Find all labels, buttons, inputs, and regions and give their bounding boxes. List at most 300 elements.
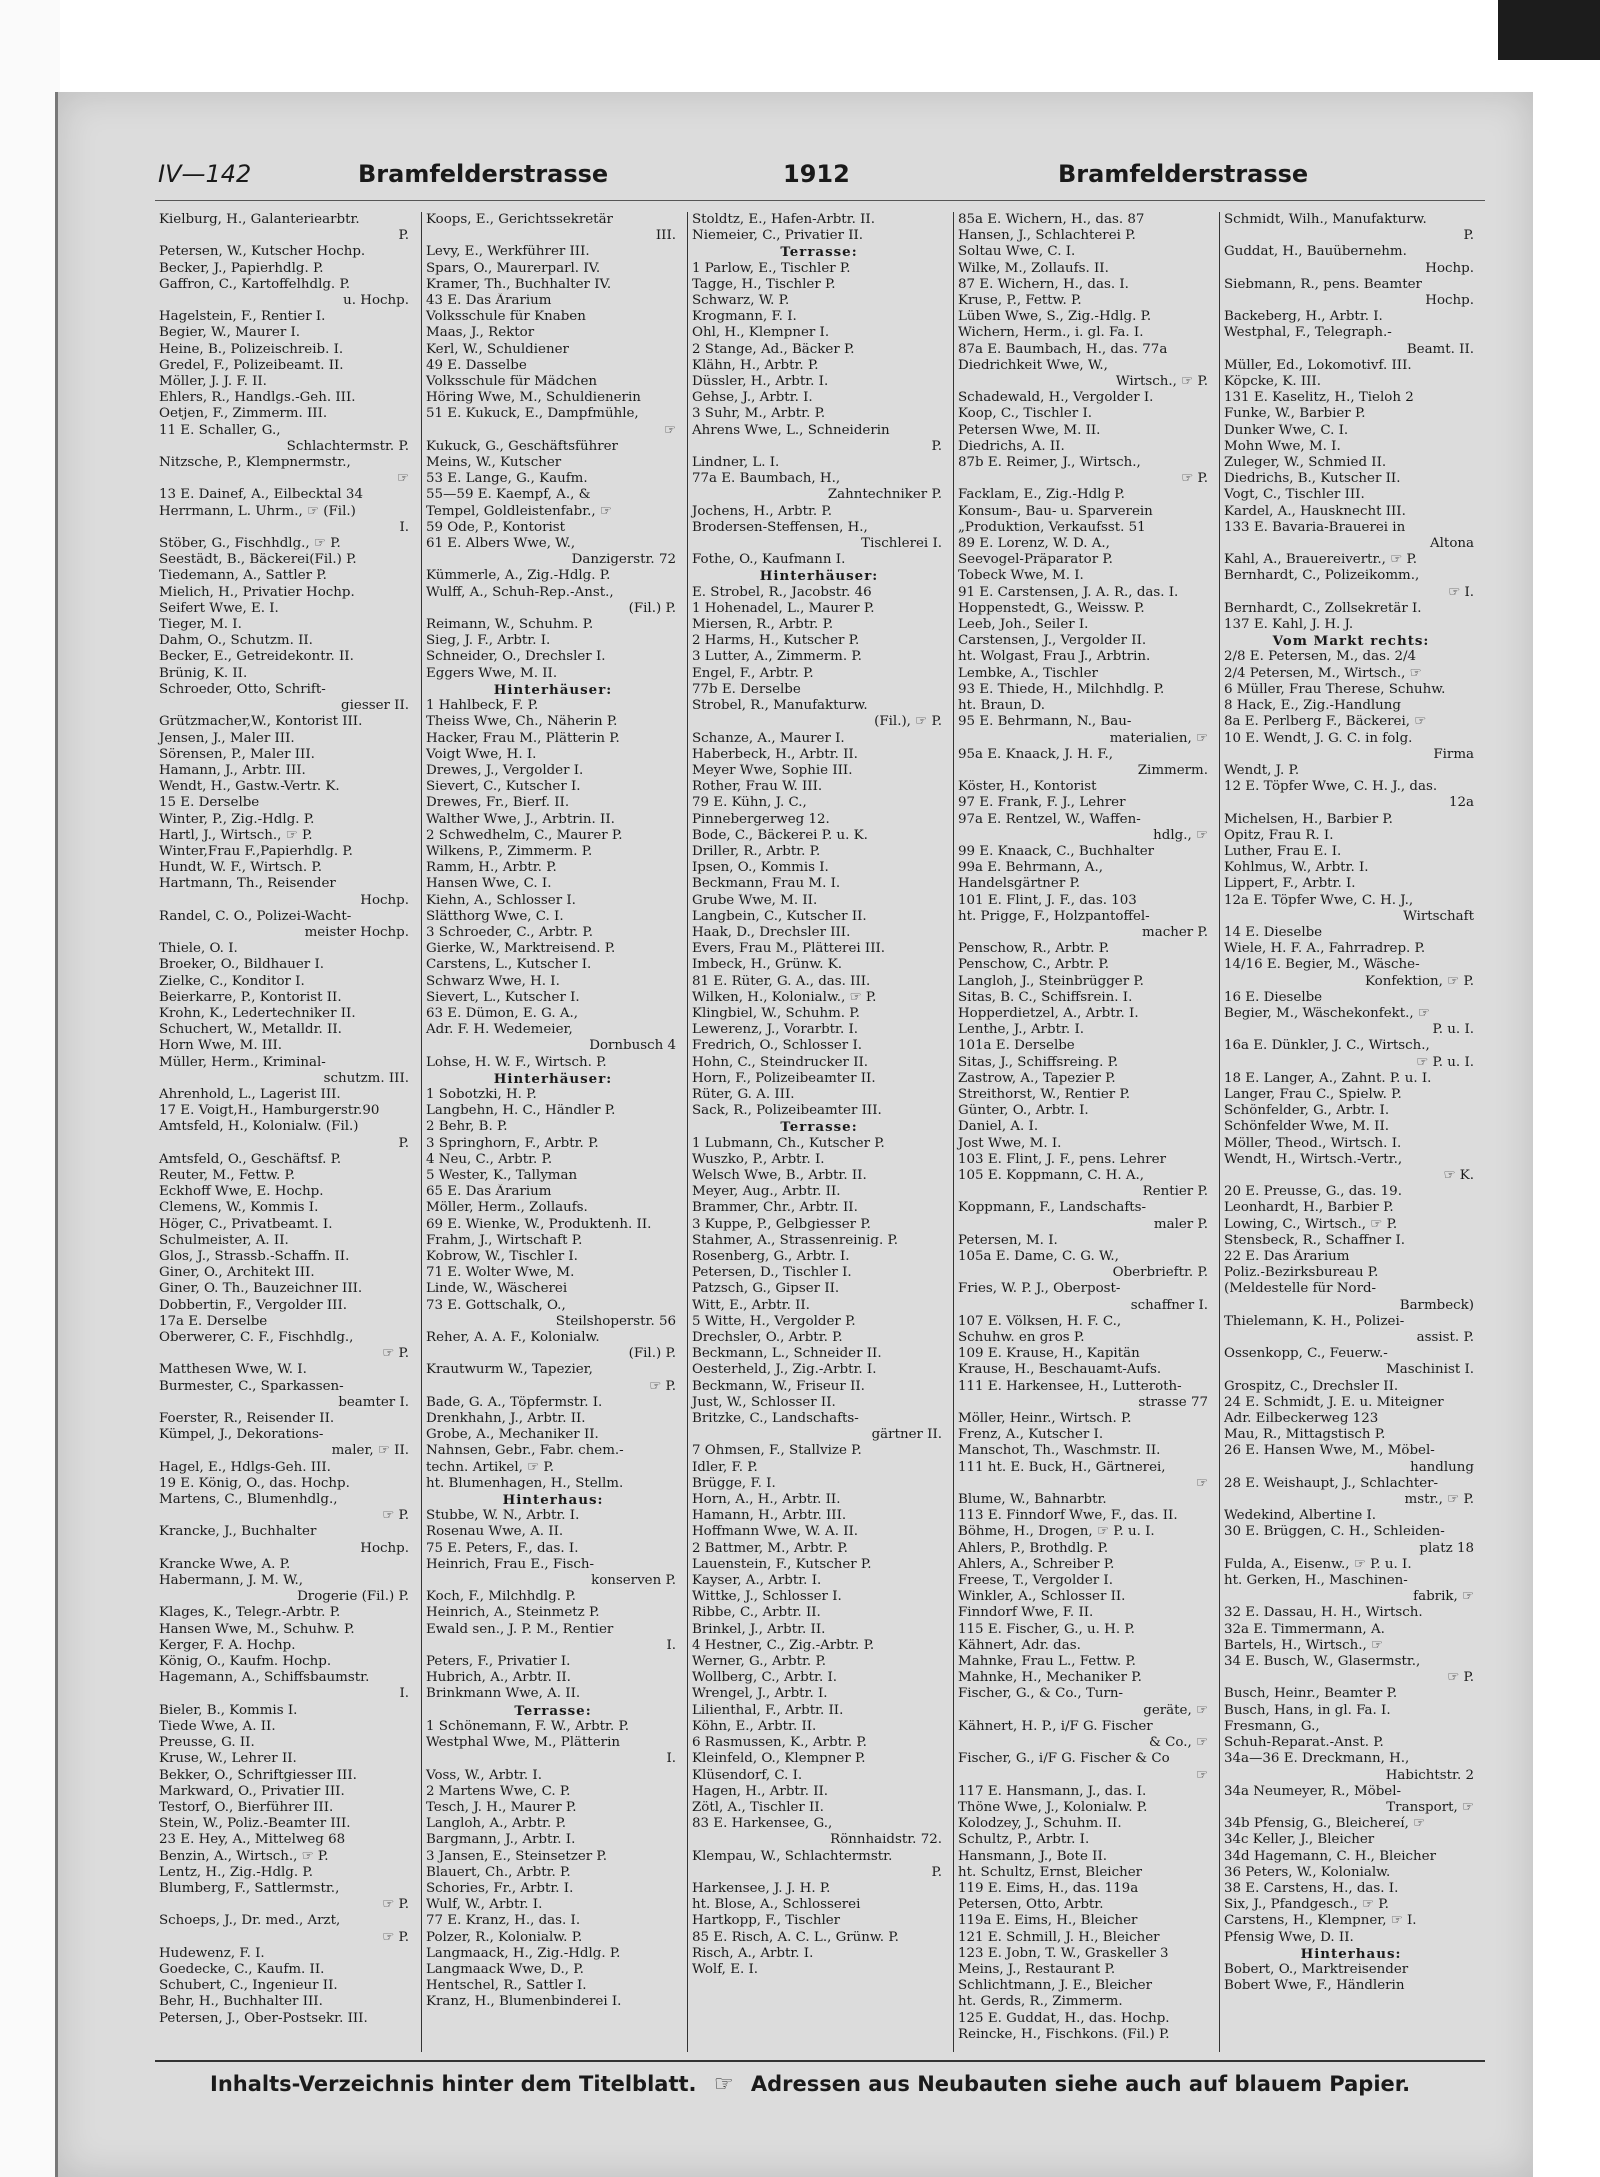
- directory-line: 28 E. Weishaupt, J., Schlachter-: [1224, 1475, 1439, 1491]
- directory-line: Sitas, B. C., Schiffsrein. I.: [958, 989, 1133, 1005]
- directory-line: Idler, F. P.: [692, 1459, 758, 1475]
- directory-line: Busch, Hans, in gl. Fa. I.: [1224, 1702, 1391, 1718]
- directory-line: 65 E. Das Ärarium: [426, 1184, 552, 1200]
- directory-line: Luther, Frau E. I.: [1224, 843, 1342, 859]
- directory-line: Evers, Frau M., Plätterei III.: [692, 941, 886, 957]
- directory-line: Michelsen, H., Barbier P.: [1224, 811, 1393, 827]
- directory-line: Brammer, Chr., Arbtr. II.: [692, 1200, 858, 1216]
- directory-line: Habichtstr. 2: [1385, 1767, 1474, 1783]
- directory-line: Westphal Wwe, M., Plätterin: [426, 1735, 620, 1751]
- directory-line: Steilshoperstr. 56: [555, 1313, 676, 1329]
- directory-line: Broeker, O., Bildhauer I.: [159, 957, 325, 973]
- directory-line: 59 Ode, P., Kontorist: [426, 519, 566, 535]
- directory-line: Danzigerstr. 72: [571, 552, 676, 568]
- directory-line: Begier, M., Wäschekonfekt., ☞: [1224, 1005, 1430, 1021]
- directory-line: Beamt. II.: [1406, 341, 1474, 357]
- directory-line: 24 E. Schmidt, J. E. u. Miteigner: [1224, 1394, 1444, 1410]
- directory-line: ☞: [1195, 1767, 1208, 1783]
- directory-line: Petersen Wwe, M. II.: [958, 422, 1101, 438]
- directory-line: Schultz, P., Arbtr. I.: [958, 1832, 1090, 1848]
- directory-line: ☞ P.: [382, 1929, 409, 1945]
- directory-line: Hopperdietzel, A., Arbtr. I.: [958, 1005, 1139, 1021]
- directory-line: Stoldtz, E., Hafen-Arbtr. II.: [692, 212, 875, 227]
- directory-line: Kolodzey, J., Schuhm. II.: [958, 1816, 1122, 1832]
- directory-line: Penschow, C., Arbtr. P.: [958, 957, 1109, 973]
- street-name-right: Bramfelderstrasse: [1058, 160, 1309, 188]
- directory-line: König, O., Kaufm. Hochp.: [159, 1654, 332, 1670]
- directory-line: 87 E. Wichern, H., das. I.: [958, 276, 1129, 292]
- directory-line: 7 Ohmsen, F., Stallvize P.: [692, 1443, 862, 1459]
- directory-line: Kruse, W., Lehrer II.: [159, 1751, 297, 1767]
- directory-line: Fothe, O., Kaufmann I.: [692, 552, 846, 568]
- directory-line: Frenz, A., Kutscher I.: [958, 1427, 1104, 1443]
- directory-line: Drenkhahn, J., Arbtr. II.: [426, 1411, 586, 1427]
- directory-line: Tesch, J. H., Maurer P.: [426, 1799, 577, 1815]
- directory-line: 77b E. Derselbe: [692, 681, 801, 697]
- directory-line: Langbein, C., Kutscher II.: [692, 908, 867, 924]
- directory-line: Lilienthal, F., Arbtr. II.: [692, 1702, 844, 1718]
- directory-line: materialien, ☞: [1109, 730, 1208, 746]
- directory-line: ☞ P.: [1181, 471, 1208, 487]
- directory-line: Stubbe, W. N., Arbtr. I.: [426, 1508, 580, 1524]
- directory-line: Wirtsch., ☞ P.: [1115, 374, 1208, 390]
- directory-line: 16 E. Dieselbe: [1224, 989, 1323, 1005]
- directory-line: Heine, B., Polizeischreib. I.: [159, 341, 344, 357]
- directory-line: Zimmerm.: [1137, 762, 1208, 778]
- directory-line: fabrik, ☞: [1413, 1589, 1474, 1605]
- directory-line: Müller, Herm., Kriminal-: [159, 1054, 326, 1070]
- directory-line: Sievert, C., Kutscher I.: [426, 779, 581, 795]
- directory-line: 3 Jansen, E., Steinsetzer P.: [426, 1848, 607, 1864]
- directory-line: Sieg, J. F., Arbtr. I.: [426, 633, 551, 649]
- directory-line: Krohn, K., Ledertechniker II.: [159, 1005, 356, 1021]
- directory-line: Harkensee, J. J. H. P.: [692, 1880, 831, 1896]
- directory-line: Zahntechniker P.: [827, 487, 942, 503]
- directory-line: Hochp.: [1425, 260, 1474, 276]
- directory-line: Langmaack Wwe, D., P.: [426, 1961, 584, 1977]
- directory-line: Grospitz, C., Drechsler II.: [1224, 1378, 1399, 1394]
- directory-line: 103 E. Flint, J. F., pens. Lehrer: [958, 1151, 1166, 1167]
- directory-line: Bargmann, J., Arbtr. I.: [426, 1832, 576, 1848]
- directory-line: Amtsfeld, O., Geschäftsf. P.: [159, 1151, 342, 1167]
- directory-line: 119a E. Eims, H., Bleicher: [958, 1913, 1138, 1929]
- directory-line: Guddat, H., Bauübernehm.: [1224, 244, 1407, 260]
- directory-line: 22 E. Das Ärarium: [1224, 1249, 1350, 1264]
- directory-line: 87a E. Baumbach, H., das. 77a: [958, 341, 1168, 357]
- directory-line: Drogerie (Fil.) P.: [297, 1589, 409, 1605]
- directory-line: Schuhw. en gros P.: [958, 1330, 1085, 1346]
- directory-line: ☞: [396, 471, 409, 487]
- directory-line: Rosenau Wwe, A. II.: [426, 1524, 564, 1540]
- corner-tab: [1498, 0, 1600, 60]
- directory-line: 1 Hahlbeck, F. P.: [426, 698, 539, 714]
- directory-line: 23 E. Hey, A., Mittelweg 68: [159, 1832, 346, 1848]
- directory-line: 85a E. Wichern, H., das. 87: [958, 212, 1145, 227]
- directory-line: Terrasse:: [514, 1702, 592, 1719]
- directory-line: Manschot, Th., Waschmstr. II.: [958, 1443, 1161, 1459]
- column-3: [687, 212, 946, 2052]
- directory-line: 101 E. Flint, J. F., das. 103: [958, 892, 1137, 908]
- directory-line: Frahm, J., Wirtschaft P.: [426, 1232, 583, 1248]
- directory-line: 55—59 E. Kaempf, A., &: [426, 487, 591, 503]
- directory-line: Miersen, R., Arbtr. P.: [692, 617, 834, 633]
- directory-line: Hagemann, A., Schiffsbaumstr.: [159, 1670, 370, 1686]
- directory-line: Hacker, Frau M., Plätterin P.: [426, 730, 620, 746]
- directory-line: Ahrens Wwe, L., Schneiderin: [692, 422, 890, 438]
- directory-line: I.: [666, 1637, 676, 1653]
- directory-line: 115 E. Fischer, G., u. H. P.: [958, 1621, 1135, 1637]
- directory-line: Wuszko, P., Arbtr. I.: [692, 1151, 825, 1167]
- directory-line: Kümmerle, A., Zig.-Hdlg. P.: [426, 568, 611, 584]
- directory-line: Lippert, F., Arbtr. I.: [1224, 876, 1356, 892]
- directory-line: 2/8 E. Petersen, M., das. 2/4: [1224, 649, 1417, 665]
- directory-line: 49 E. Dasselbe: [426, 357, 527, 373]
- directory-line: handlung: [1410, 1459, 1474, 1475]
- directory-line: 38 E. Carstens, H., das. I.: [1224, 1880, 1399, 1896]
- directory-line: 14 E. Dieselbe: [1224, 924, 1323, 940]
- directory-line: Wrengel, J., Arbtr. I.: [692, 1686, 828, 1702]
- directory-line: Mahnke, H., Mechaniker P.: [958, 1670, 1142, 1686]
- directory-line: Zötl, A., Tischler II.: [692, 1799, 824, 1815]
- directory-line: Herrmann, L. Uhrm., ☞ (Fil.): [159, 503, 356, 519]
- directory-line: Schuh-Reparat.-Anst. P.: [1224, 1735, 1384, 1751]
- directory-line: Leeb, Joh., Seiler I.: [958, 617, 1089, 633]
- directory-line: 81 E. Rüter, G. A., das. III.: [692, 973, 871, 989]
- directory-line: Giner, O. Th., Bauzeichner III.: [159, 1281, 363, 1297]
- directory-line: ☞ K.: [1443, 1167, 1474, 1183]
- directory-line: Hundt, W. F., Wirtsch. P.: [159, 860, 322, 876]
- directory-line: Mahnke, Frau L., Fettw. P.: [958, 1654, 1136, 1670]
- directory-line: 2 Battmer, M., Arbtr. P.: [692, 1540, 848, 1556]
- directory-line: Schönfelder Wwe, M. II.: [1224, 1119, 1390, 1135]
- directory-line: 34a Neumeyer, R., Möbel-: [1224, 1783, 1402, 1799]
- directory-line: ☞ P.: [382, 1346, 409, 1362]
- directory-line: Höring Wwe, M., Schuldienerin: [426, 390, 641, 406]
- directory-line: Hochp.: [360, 1540, 409, 1556]
- directory-line: 125 E. Guddat, H., das. Hochp.: [958, 2010, 1170, 2026]
- directory-line: Köhn, E., Arbtr. II.: [692, 1718, 817, 1734]
- directory-columns: [155, 212, 1485, 2062]
- directory-line: Jochens, H., Arbtr. P.: [692, 503, 832, 519]
- directory-line: Kerl, W., Schuldiener: [426, 341, 569, 357]
- directory-line: 3 Suhr, M., Arbtr. P.: [692, 406, 826, 422]
- directory-line: 95a E. Knaack, J. H. F.,: [958, 746, 1114, 762]
- directory-line: Reimann, W., Schuhm. P.: [426, 617, 594, 633]
- directory-line: Langmaack, H., Zig.-Hdlg. P.: [426, 1945, 621, 1961]
- directory-line: Klingbiel, W., Schuhm. P.: [692, 1005, 860, 1021]
- directory-line: Stahmer, A., Strassenreinig. P.: [692, 1232, 899, 1248]
- directory-line: Wedekind, Albertine I.: [1224, 1508, 1377, 1524]
- directory-line: 11 E. Schaller, G.,: [159, 422, 281, 438]
- column-1: [155, 212, 413, 2052]
- directory-line: Martens, C., Blumenhdlg.,: [159, 1492, 338, 1508]
- directory-line: P.: [1463, 228, 1474, 244]
- directory-line: Transport, ☞: [1386, 1799, 1474, 1815]
- directory-line: Blumberg, F., Sattlermstr.,: [159, 1880, 340, 1896]
- directory-line: ☞ P.: [382, 1897, 409, 1913]
- directory-line: ☞ P.: [649, 1378, 676, 1394]
- directory-line: Kerger, F. A. Hochp.: [159, 1637, 296, 1653]
- directory-line: Sitas, J., Schiffsreing. P.: [958, 1054, 1119, 1070]
- directory-line: Clemens, W., Kommis I.: [159, 1200, 319, 1216]
- directory-line: Preusse, G. II.: [159, 1735, 255, 1751]
- directory-line: techn. Artikel, ☞ P.: [426, 1459, 554, 1475]
- directory-line: Krancke, J., Buchhalter: [159, 1524, 317, 1540]
- directory-line: Stensbeck, R., Schaffner I.: [1224, 1232, 1405, 1248]
- directory-line: Wolf, E. I.: [692, 1961, 759, 1977]
- directory-line: Penschow, R., Arbtr. P.: [958, 941, 1110, 957]
- directory-line: Petersen, M. I.: [958, 1232, 1058, 1248]
- directory-line: Thiele, O. I.: [159, 941, 238, 957]
- directory-line: Gaffron, C., Kartoffelhdlg. P.: [159, 276, 350, 292]
- directory-line: Schories, Fr., Arbtr. I.: [426, 1880, 574, 1896]
- directory-line: ht. Gerken, H., Maschinen-: [1224, 1573, 1408, 1589]
- directory-line: Schubert, C., Ingenieur II.: [159, 1978, 338, 1994]
- directory-line: Krogmann, F. I.: [692, 309, 797, 325]
- directory-line: Dobbertin, F., Vergolder III.: [159, 1297, 348, 1313]
- directory-line: Möller, Heinr., Wirtsch. P.: [958, 1411, 1132, 1427]
- directory-line: 32 E. Dassau, H. H., Wirtsch.: [1224, 1605, 1423, 1621]
- directory-line: Ewald sen., J. P. M., Rentier: [426, 1621, 614, 1637]
- directory-line: Reher, A. A. F., Kolonialw.: [426, 1330, 600, 1346]
- directory-line: 2 Schwedhelm, C., Maurer P.: [426, 827, 623, 843]
- directory-line: Klages, K., Telegr.-Arbtr. P.: [159, 1605, 341, 1621]
- directory-line: Nitzsche, P., Klempnermstr.,: [159, 455, 351, 471]
- directory-line: Mielich, H., Privatier Hochp.: [159, 584, 355, 600]
- directory-line: Horn, F., Polizeibeamter II.: [692, 1070, 876, 1086]
- directory-line: Sörensen, P., Maler III.: [159, 746, 315, 762]
- directory-line: 2/4 Petersen, M., Wirtsch., ☞: [1224, 665, 1422, 681]
- directory-line: Kümpel, J., Dekorations-: [159, 1427, 324, 1443]
- directory-line: ht. Braun, D.: [958, 698, 1046, 714]
- directory-line: Markward, O., Privatier III.: [159, 1783, 345, 1799]
- directory-line: 18 E. Langer, A., Zahnt. P. u. I.: [1224, 1070, 1432, 1086]
- directory-line: 19 E. König, O., das. Hochp.: [159, 1475, 350, 1491]
- directory-line: Witt, E., Arbtr. II.: [692, 1297, 810, 1313]
- directory-line: 73 E. Gottschalk, O.,: [426, 1297, 566, 1313]
- directory-line: Reincke, H., Fischkons. (Fil.) P.: [958, 2026, 1170, 2042]
- directory-line: Pfensig Wwe, D. II.: [1224, 1929, 1354, 1945]
- directory-line: Niemeier, C., Privatier II.: [692, 228, 864, 244]
- directory-line: ht. Blose, A., Schlosserei: [692, 1897, 861, 1913]
- directory-line: Hartl, J., Wirtsch., ☞ P.: [159, 827, 313, 843]
- directory-line: 77 E. Kranz, H., das. I.: [426, 1913, 581, 1929]
- directory-line: Gierke, W., Marktreisend. P.: [426, 941, 616, 957]
- directory-line: Blauert, Ch., Arbtr. P.: [426, 1864, 571, 1880]
- directory-line: Drechsler, O., Arbtr. P.: [692, 1330, 843, 1346]
- directory-line: Oberwerer, C. F., Fischhdlg.,: [159, 1330, 354, 1346]
- directory-line: 71 E. Wolter Wwe, M.: [426, 1265, 575, 1281]
- directory-line: Hinterhaus:: [502, 1492, 604, 1509]
- directory-line: Krautwurm W., Tapezier,: [426, 1362, 593, 1378]
- directory-line: Voss, W., Arbtr. I.: [426, 1767, 542, 1783]
- directory-line: ht. Schultz, Ernst, Bleicher: [958, 1864, 1143, 1880]
- directory-line: I.: [399, 519, 409, 535]
- directory-line: 83 E. Harkensee, G.,: [692, 1816, 833, 1832]
- directory-line: Volksschule für Mädchen: [426, 374, 598, 390]
- directory-line: Oberbrieftr. P.: [1112, 1265, 1208, 1281]
- directory-line: ☞ P. u. I.: [1416, 1054, 1474, 1070]
- directory-line: 89 E. Lorenz, W. D. A.,: [958, 536, 1110, 552]
- directory-line: Langloh, A., Arbtr. P.: [426, 1816, 567, 1832]
- directory-line: Kohlmus, W., Arbtr. I.: [1224, 860, 1369, 876]
- directory-line: Wendt, H., Gastw.-Vertr. K.: [159, 779, 340, 795]
- directory-line: u. Hochp.: [343, 293, 409, 309]
- directory-line: 4 Neu, C., Arbtr. P.: [426, 1151, 553, 1167]
- directory-line: Meyer Wwe, Sophie III.: [692, 762, 853, 778]
- directory-line: E. Strobel, R., Jacobstr. 46: [692, 584, 872, 600]
- directory-line: Driller, R., Arbtr. P.: [692, 843, 821, 859]
- directory-line: 17 E. Voigt,H., Hamburgerstr.90: [159, 1103, 380, 1119]
- directory-line: Petersen, Otto, Arbtr.: [958, 1897, 1104, 1913]
- directory-line: Meyer, Aug., Arbtr. II.: [692, 1184, 841, 1200]
- directory-line: Maschinist I.: [1386, 1362, 1474, 1378]
- directory-line: & Co., ☞: [1148, 1735, 1208, 1751]
- directory-line: Kähnert, H. P., i/F G. Fischer: [958, 1718, 1153, 1734]
- directory-line: P.: [931, 438, 942, 454]
- directory-line: Fischer, G., i/F G. Fischer & Co: [958, 1751, 1170, 1767]
- directory-line: Wilke, M., Zollaufs. II.: [958, 260, 1109, 276]
- directory-line: Beckmann, Frau M. I.: [692, 876, 841, 892]
- directory-line: Wulf, W., Arbtr. I.: [426, 1897, 543, 1913]
- directory-line: Matthesen Wwe, W. I.: [159, 1362, 307, 1378]
- directory-line: Hagen, H., Arbtr. II.: [692, 1783, 829, 1799]
- directory-line: 131 E. Kaselitz, H., Tieloh 2: [1224, 390, 1414, 406]
- directory-line: Barmbeck): [1399, 1297, 1474, 1313]
- directory-line: Adr. F. H. Wedemeier,: [426, 1022, 573, 1038]
- directory-line: Rönnhaidstr. 72.: [830, 1832, 942, 1848]
- directory-line: Adr. Eilbeckerweg 123: [1224, 1411, 1379, 1427]
- directory-line: 43 E. Das Ärarium: [426, 293, 552, 309]
- directory-line: Langer, Frau C., Spielw. P.: [1224, 1086, 1402, 1102]
- directory-line: 99 E. Knaack, C., Buchhalter: [958, 843, 1155, 859]
- directory-line: I.: [666, 1751, 676, 1767]
- directory-line: 133 E. Bavaria-Brauerei in: [1224, 519, 1406, 535]
- directory-line: Altona: [1429, 536, 1474, 552]
- directory-line: Leonhardt, H., Barbier P.: [1224, 1200, 1394, 1216]
- directory-line: 10 E. Wendt, J. G. C. in folg.: [1224, 730, 1413, 746]
- directory-line: Höger, C., Privatbeamt. I.: [159, 1216, 333, 1232]
- directory-line: ☞ I.: [1448, 584, 1474, 600]
- directory-line: Fresmann, G.,: [1224, 1718, 1320, 1734]
- directory-line: Kramer, Th., Buchhalter IV.: [426, 276, 612, 292]
- directory-line: Peters, F., Privatier I.: [426, 1654, 571, 1670]
- directory-line: Krancke Wwe, A. P.: [159, 1556, 291, 1572]
- directory-line: Werner, G., Arbtr. P.: [692, 1654, 826, 1670]
- directory-line: Rother, Frau W. III.: [692, 779, 823, 795]
- directory-line: Kahl, A., Brauereivertr., ☞ P.: [1224, 552, 1418, 568]
- directory-line: Busch, Heinr., Beamter P.: [1224, 1686, 1398, 1702]
- directory-line: strasse 77: [1138, 1394, 1208, 1410]
- directory-line: Konfektion, ☞ P.: [1365, 973, 1474, 989]
- directory-line: Oesterheld, J., Zig.-Arbtr. I.: [692, 1362, 877, 1378]
- directory-line: Schoeps, J., Dr. med., Arzt,: [159, 1913, 341, 1929]
- directory-line: Jost Wwe, M. I.: [958, 1135, 1062, 1151]
- directory-line: Beckmann, W., Friseur II.: [692, 1378, 865, 1394]
- directory-line: ht. Gerds, R., Zimmerm.: [958, 1994, 1123, 2010]
- directory-line: Voigt Wwe, H. I.: [426, 746, 537, 762]
- directory-line: Lohse, H. W. F., Wirtsch. P.: [426, 1054, 607, 1070]
- directory-line: Kleinfeld, O., Klempner P.: [692, 1751, 866, 1767]
- directory-line: 2 Harms, H., Kutscher P.: [692, 633, 860, 649]
- directory-line: Brünig, K. II.: [159, 665, 248, 681]
- directory-line: 69 E. Wienke, W., Produktenh. II.: [426, 1216, 652, 1232]
- directory-line: Diedrichs, A. II.: [958, 438, 1065, 454]
- directory-line: Habermann, J. M. W.,: [159, 1573, 303, 1589]
- directory-line: Randel, C. O., Polizei-Wacht-: [159, 908, 352, 924]
- directory-line: Tischlerei I.: [861, 536, 942, 552]
- directory-line: 93 E. Thiede, H., Milchhdlg. P.: [958, 681, 1165, 697]
- directory-line: Engel, F., Arbtr. P.: [692, 665, 814, 681]
- directory-line: Vogt, C., Tischler III.: [1224, 487, 1365, 503]
- directory-line: Reuter, M., Fettw. P.: [159, 1167, 296, 1183]
- directory-line: Schroeder, Otto, Schrift-: [159, 681, 326, 697]
- directory-line: Tiede Wwe, A. II.: [159, 1718, 276, 1734]
- directory-line: Theiss Wwe, Ch., Näherin P.: [426, 714, 618, 730]
- directory-line: Behr, H., Buchhalter III.: [159, 1994, 323, 2010]
- directory-line: Schulmeister, A. II.: [159, 1232, 289, 1248]
- directory-line: 105a E. Dame, C. G. W.,: [958, 1249, 1119, 1264]
- directory-line: Schwarz Wwe, H. I.: [426, 973, 560, 989]
- directory-line: Klempau, W., Schlachtermstr.: [692, 1848, 893, 1864]
- directory-line: Thielemann, K. H., Polizei-: [1224, 1313, 1405, 1329]
- directory-line: konserven P.: [591, 1573, 676, 1589]
- directory-line: Hoppenstedt, G., Weissw. P.: [958, 600, 1145, 616]
- directory-line: Fischer, G., & Co., Turn-: [958, 1686, 1124, 1702]
- directory-line: 111 E. Harkensee, H., Lutteroth-: [958, 1378, 1182, 1394]
- directory-line: Möller, Herm., Zollaufs.: [426, 1200, 588, 1216]
- directory-line: Hansen Wwe, M., Schuhw. P.: [159, 1621, 355, 1637]
- directory-line: Ossenkopp, C., Feuerw.-: [1224, 1346, 1388, 1362]
- directory-line: maler P.: [1153, 1216, 1208, 1232]
- directory-line: ☞: [663, 422, 676, 438]
- directory-line: Lüben Wwe, S., Zig.-Hdlg. P.: [958, 309, 1152, 325]
- directory-line: Hansen Wwe, C. I.: [426, 876, 552, 892]
- directory-line: Bartels, H., Wirtsch., ☞: [1224, 1637, 1384, 1653]
- directory-line: Levy, E., Werkführer III.: [426, 244, 590, 260]
- directory-line: gärtner II.: [871, 1427, 942, 1443]
- directory-line: 113 E. Finndorf Wwe, F., das. II.: [958, 1508, 1178, 1524]
- directory-line: Lindner, L. I.: [692, 455, 780, 471]
- directory-line: 15 E. Derselbe: [159, 795, 260, 811]
- directory-line: Schlichtmann, J. E., Bleicher: [958, 1978, 1152, 1994]
- directory-line: Schwarz, W. P.: [692, 293, 790, 309]
- directory-line: Carstens, H., Klempner, ☞ I.: [1224, 1913, 1417, 1929]
- directory-line: ht. Prigge, F., Holzpantoffel-: [958, 908, 1150, 924]
- directory-line: Schmidt, Wilh., Manufakturw.: [1224, 212, 1427, 227]
- directory-line: Hinterhaus:: [1300, 1945, 1402, 1962]
- directory-line: Becker, E., Getreidekontr. II.: [159, 649, 354, 665]
- directory-line: Welsch Wwe, B., Arbtr. II.: [692, 1167, 867, 1183]
- directory-line: 3 Kuppe, P., Gelbgiesser P.: [692, 1216, 871, 1232]
- directory-line: Patzsch, G., Gipser II.: [692, 1281, 840, 1297]
- directory-line: Risch, A., Arbtr. I.: [692, 1945, 814, 1961]
- directory-line: Kardel, A., Hausknecht III.: [1224, 503, 1406, 519]
- directory-line: Blume, W., Bahnarbtr.: [958, 1492, 1107, 1508]
- directory-line: Hansmann, J., Bote II.: [958, 1848, 1107, 1864]
- directory-line: Terrasse:: [780, 1119, 858, 1136]
- directory-line: 6 Rasmussen, K., Arbtr. P.: [692, 1735, 867, 1751]
- directory-line: 111 ht. E. Buck, H., Gärtnerei,: [958, 1459, 1166, 1475]
- directory-line: 3 Lutter, A., Zimmerm. P.: [692, 649, 862, 665]
- directory-line: Hochp.: [1425, 293, 1474, 309]
- directory-line: 2 Behr, B. P.: [426, 1119, 508, 1135]
- directory-line: 14/16 E. Begier, M., Wäsche-: [1224, 957, 1420, 973]
- directory-line: 1 Hohenadel, L., Maurer P.: [692, 600, 875, 616]
- directory-line: Rüter, G. A. III.: [692, 1086, 795, 1102]
- directory-line: Walther Wwe, J., Arbtrin. II.: [426, 811, 615, 827]
- directory-line: Böhme, H., Drogen, ☞ P. u. I.: [958, 1524, 1155, 1540]
